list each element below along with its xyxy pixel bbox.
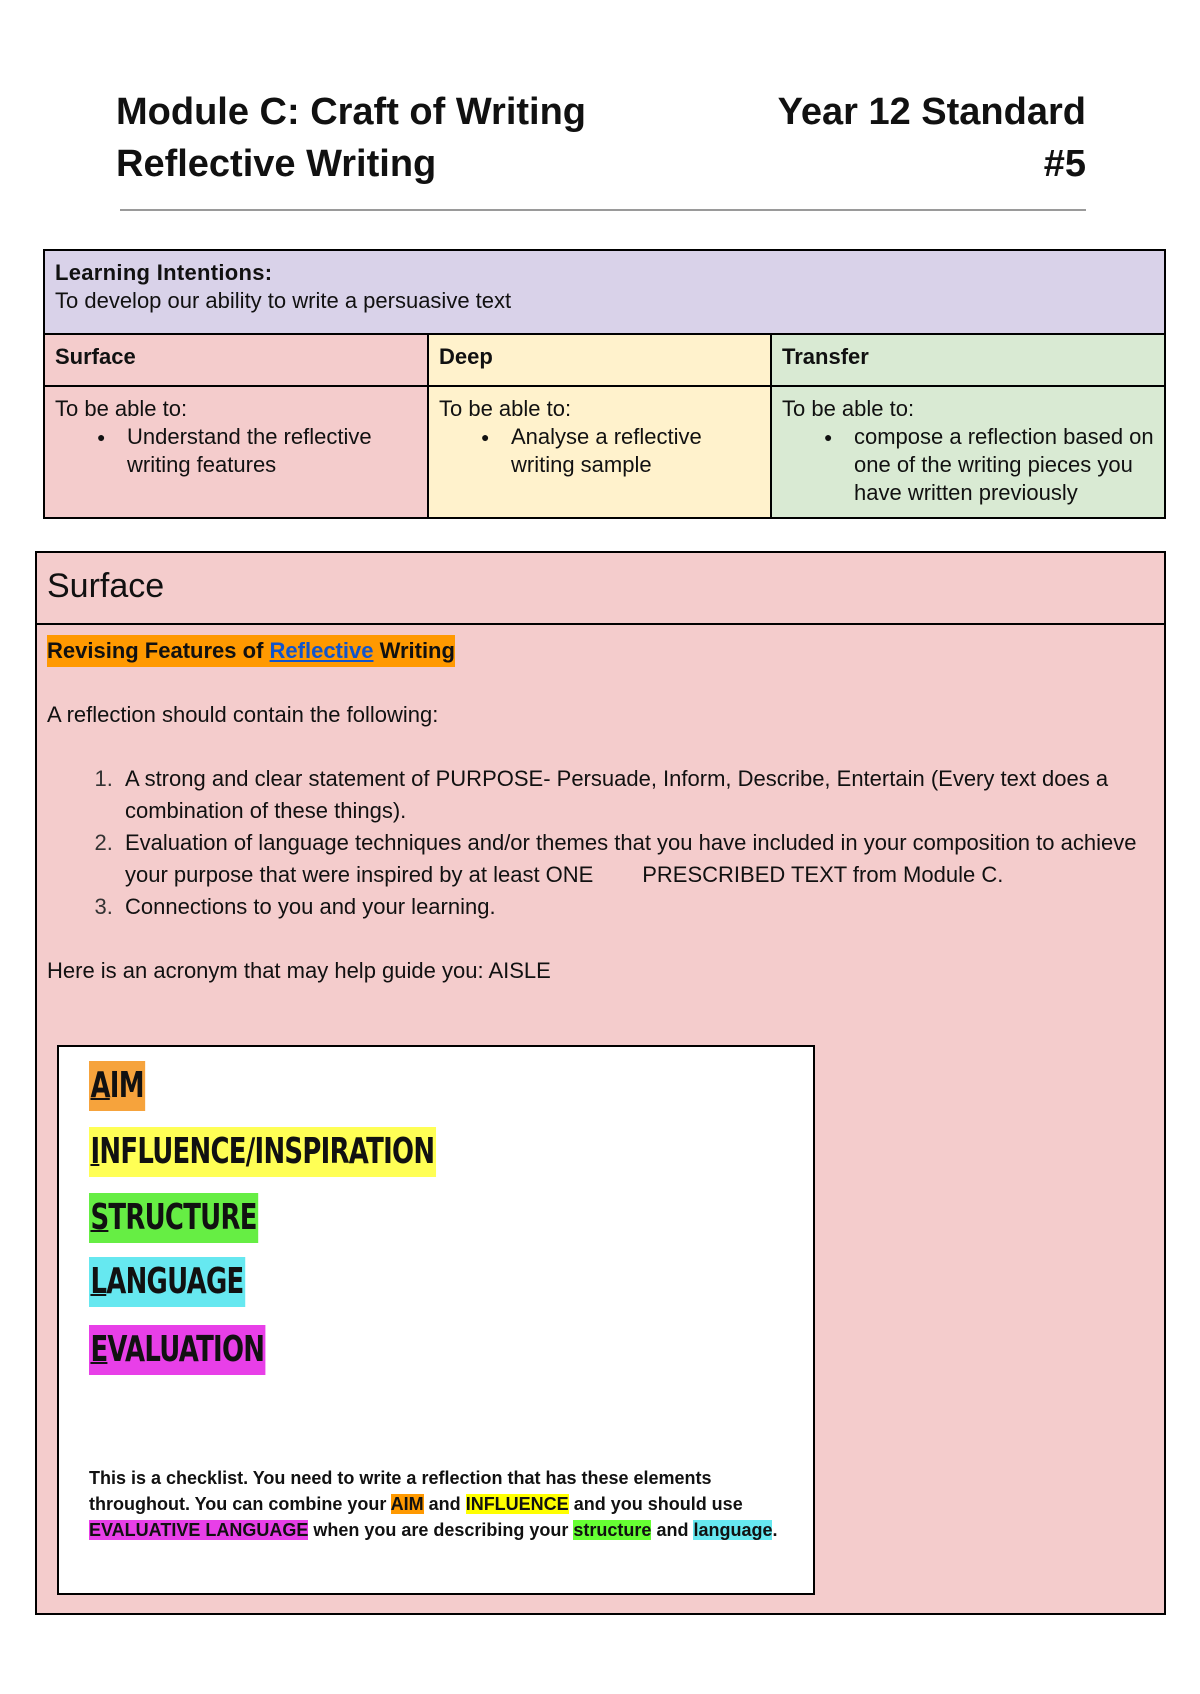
list-item: 1. A strong and clear statement of PURPOSE- Persuade, Inform, Describe, Entertain (Every text does a combination of these things).	[119, 763, 1154, 827]
checklist-text: and	[651, 1520, 694, 1540]
transfer-header: Transfer	[771, 334, 1165, 386]
lesson-title: Reflective Writing	[116, 143, 437, 185]
reflection-elements-list	[47, 763, 1154, 923]
aisle-rest: NFLUENCE/INSPIRATION	[99, 1131, 435, 1172]
reflective-link[interactable]: Reflective	[269, 638, 374, 663]
transfer-bullet: ● compose a reflection based on one of the writing pieces you have written previously	[854, 423, 1154, 507]
aisle-word-evaluation	[89, 1325, 266, 1375]
document-header	[116, 86, 1086, 190]
deep-lead: To be able to:	[439, 396, 572, 421]
acronym-line: Here is an acronym that may help guide you: AISLE	[47, 958, 551, 983]
learning-intentions-title: Learning Intentions:	[55, 260, 273, 285]
header-divider	[120, 209, 1086, 211]
aisle-word-influence	[89, 1127, 436, 1177]
aisle-initial: A	[90, 1065, 110, 1106]
structure-highlight: structure	[573, 1520, 652, 1540]
aisle-rest: VALUATION	[107, 1329, 265, 1370]
header-row-2	[116, 138, 1086, 190]
surface-header: Surface	[44, 334, 428, 386]
transfer-lead: To be able to:	[782, 396, 915, 421]
heading-text-end: Writing	[373, 638, 455, 663]
learning-intentions-cell	[44, 250, 1165, 334]
checklist-text: .	[772, 1520, 778, 1540]
aisle-initial: L	[90, 1261, 107, 1302]
aisle-initial: S	[90, 1197, 109, 1238]
checklist-text: and you should use	[568, 1494, 743, 1514]
heading-text-start: Revising Features of	[47, 638, 270, 663]
surface-section-body	[37, 625, 1164, 987]
aim-highlight: AIM	[390, 1494, 424, 1514]
surface-section-title: Surface	[37, 553, 1164, 625]
aisle-rest: IM	[109, 1065, 144, 1106]
year-level: Year 12 Standard	[777, 91, 1086, 133]
aisle-word-language	[89, 1257, 245, 1307]
checklist-text: when you are describing your	[308, 1520, 574, 1540]
learning-intentions-table	[43, 249, 1166, 519]
revising-features-heading	[47, 635, 455, 667]
influence-highlight: INFLUENCE	[465, 1494, 569, 1514]
aisle-initial: E	[90, 1329, 108, 1370]
aisle-word-structure	[89, 1193, 258, 1243]
aisle-rest: TRUCTURE	[108, 1197, 257, 1238]
language-highlight: language	[693, 1520, 773, 1540]
list-item: 2. Evaluation of language techniques and/or themes that you have included in your composition to achieve your purpose that were inspired by at least ONE PRESCRIBED TEXT from Module C.	[119, 827, 1154, 891]
transfer-outcome	[771, 386, 1165, 518]
aisle-word-aim	[89, 1061, 145, 1111]
deep-outcome	[428, 386, 771, 518]
reflection-intro: A reflection should contain the following:	[47, 702, 439, 727]
surface-section	[35, 551, 1166, 1615]
aisle-initial: I	[90, 1131, 100, 1172]
checklist-note	[89, 1465, 789, 1543]
aisle-acronym-box	[57, 1045, 815, 1595]
surface-lead: To be able to:	[55, 396, 188, 421]
module-title: Module C: Craft of Writing	[116, 91, 587, 133]
checklist-text: and	[423, 1494, 466, 1514]
surface-outcome	[44, 386, 428, 518]
deep-bullet: ● Analyse a reflective writing sample	[511, 423, 760, 479]
surface-bullet: ● Understand the reflective writing features	[127, 423, 417, 479]
learning-intentions-text: To develop our ability to write a persuasive text	[55, 288, 512, 313]
lesson-number: #5	[1043, 143, 1086, 185]
evaluative-highlight: EVALUATIVE LANGUAGE	[89, 1520, 309, 1540]
header-row-1	[116, 86, 1086, 138]
aisle-rest: ANGUAGE	[106, 1261, 244, 1302]
list-item: 3. Connections to you and your learning.	[119, 891, 1154, 923]
deep-header: Deep	[428, 334, 771, 386]
checklist-text: This is a checklist. You need to write a reflection that has these elements throughout. You can combine your	[89, 1468, 712, 1514]
